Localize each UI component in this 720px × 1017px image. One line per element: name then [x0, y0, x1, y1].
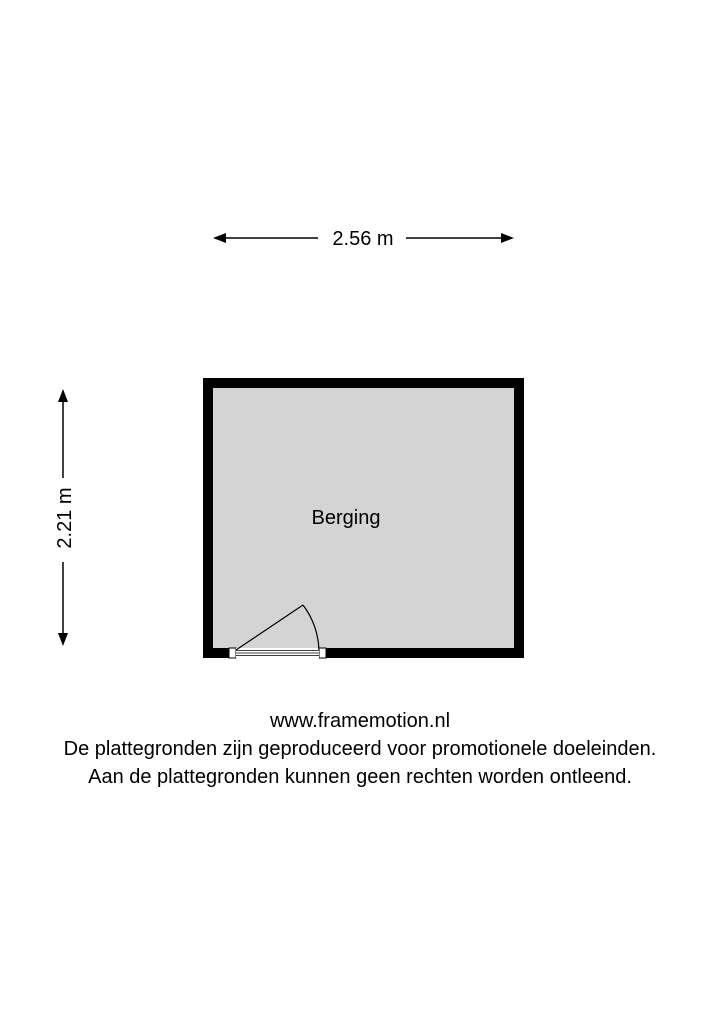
- arrow-down-icon: [58, 633, 68, 646]
- room-label: Berging: [311, 507, 381, 529]
- disclaimer-line-1: De plattegronden zijn geproduceerd voor promotionele doeleinden.: [63, 738, 657, 760]
- door-frame-right: [319, 648, 326, 658]
- disclaimer-line-2: Aan de plattegronden kunnen geen rechten worden ontleend.: [88, 766, 632, 788]
- room-berging: [203, 378, 524, 658]
- height-dimension-label: 2.21 m: [54, 487, 76, 549]
- wall-top: [203, 378, 524, 388]
- arrow-up-icon: [58, 389, 68, 402]
- width-dimension: [213, 228, 514, 250]
- arrow-right-icon: [501, 233, 514, 243]
- wall-bottom-left: [203, 648, 229, 658]
- wall-right: [514, 378, 524, 658]
- website-link[interactable]: www.framemotion.nl: [269, 710, 451, 732]
- door-frame-left: [229, 648, 236, 658]
- height-dimension: [54, 389, 76, 646]
- width-dimension-label: 2.56 m: [332, 228, 394, 250]
- arrow-left-icon: [213, 233, 226, 243]
- wall-left: [203, 378, 213, 658]
- footer: [0, 707, 720, 791]
- wall-bottom-right: [326, 648, 524, 658]
